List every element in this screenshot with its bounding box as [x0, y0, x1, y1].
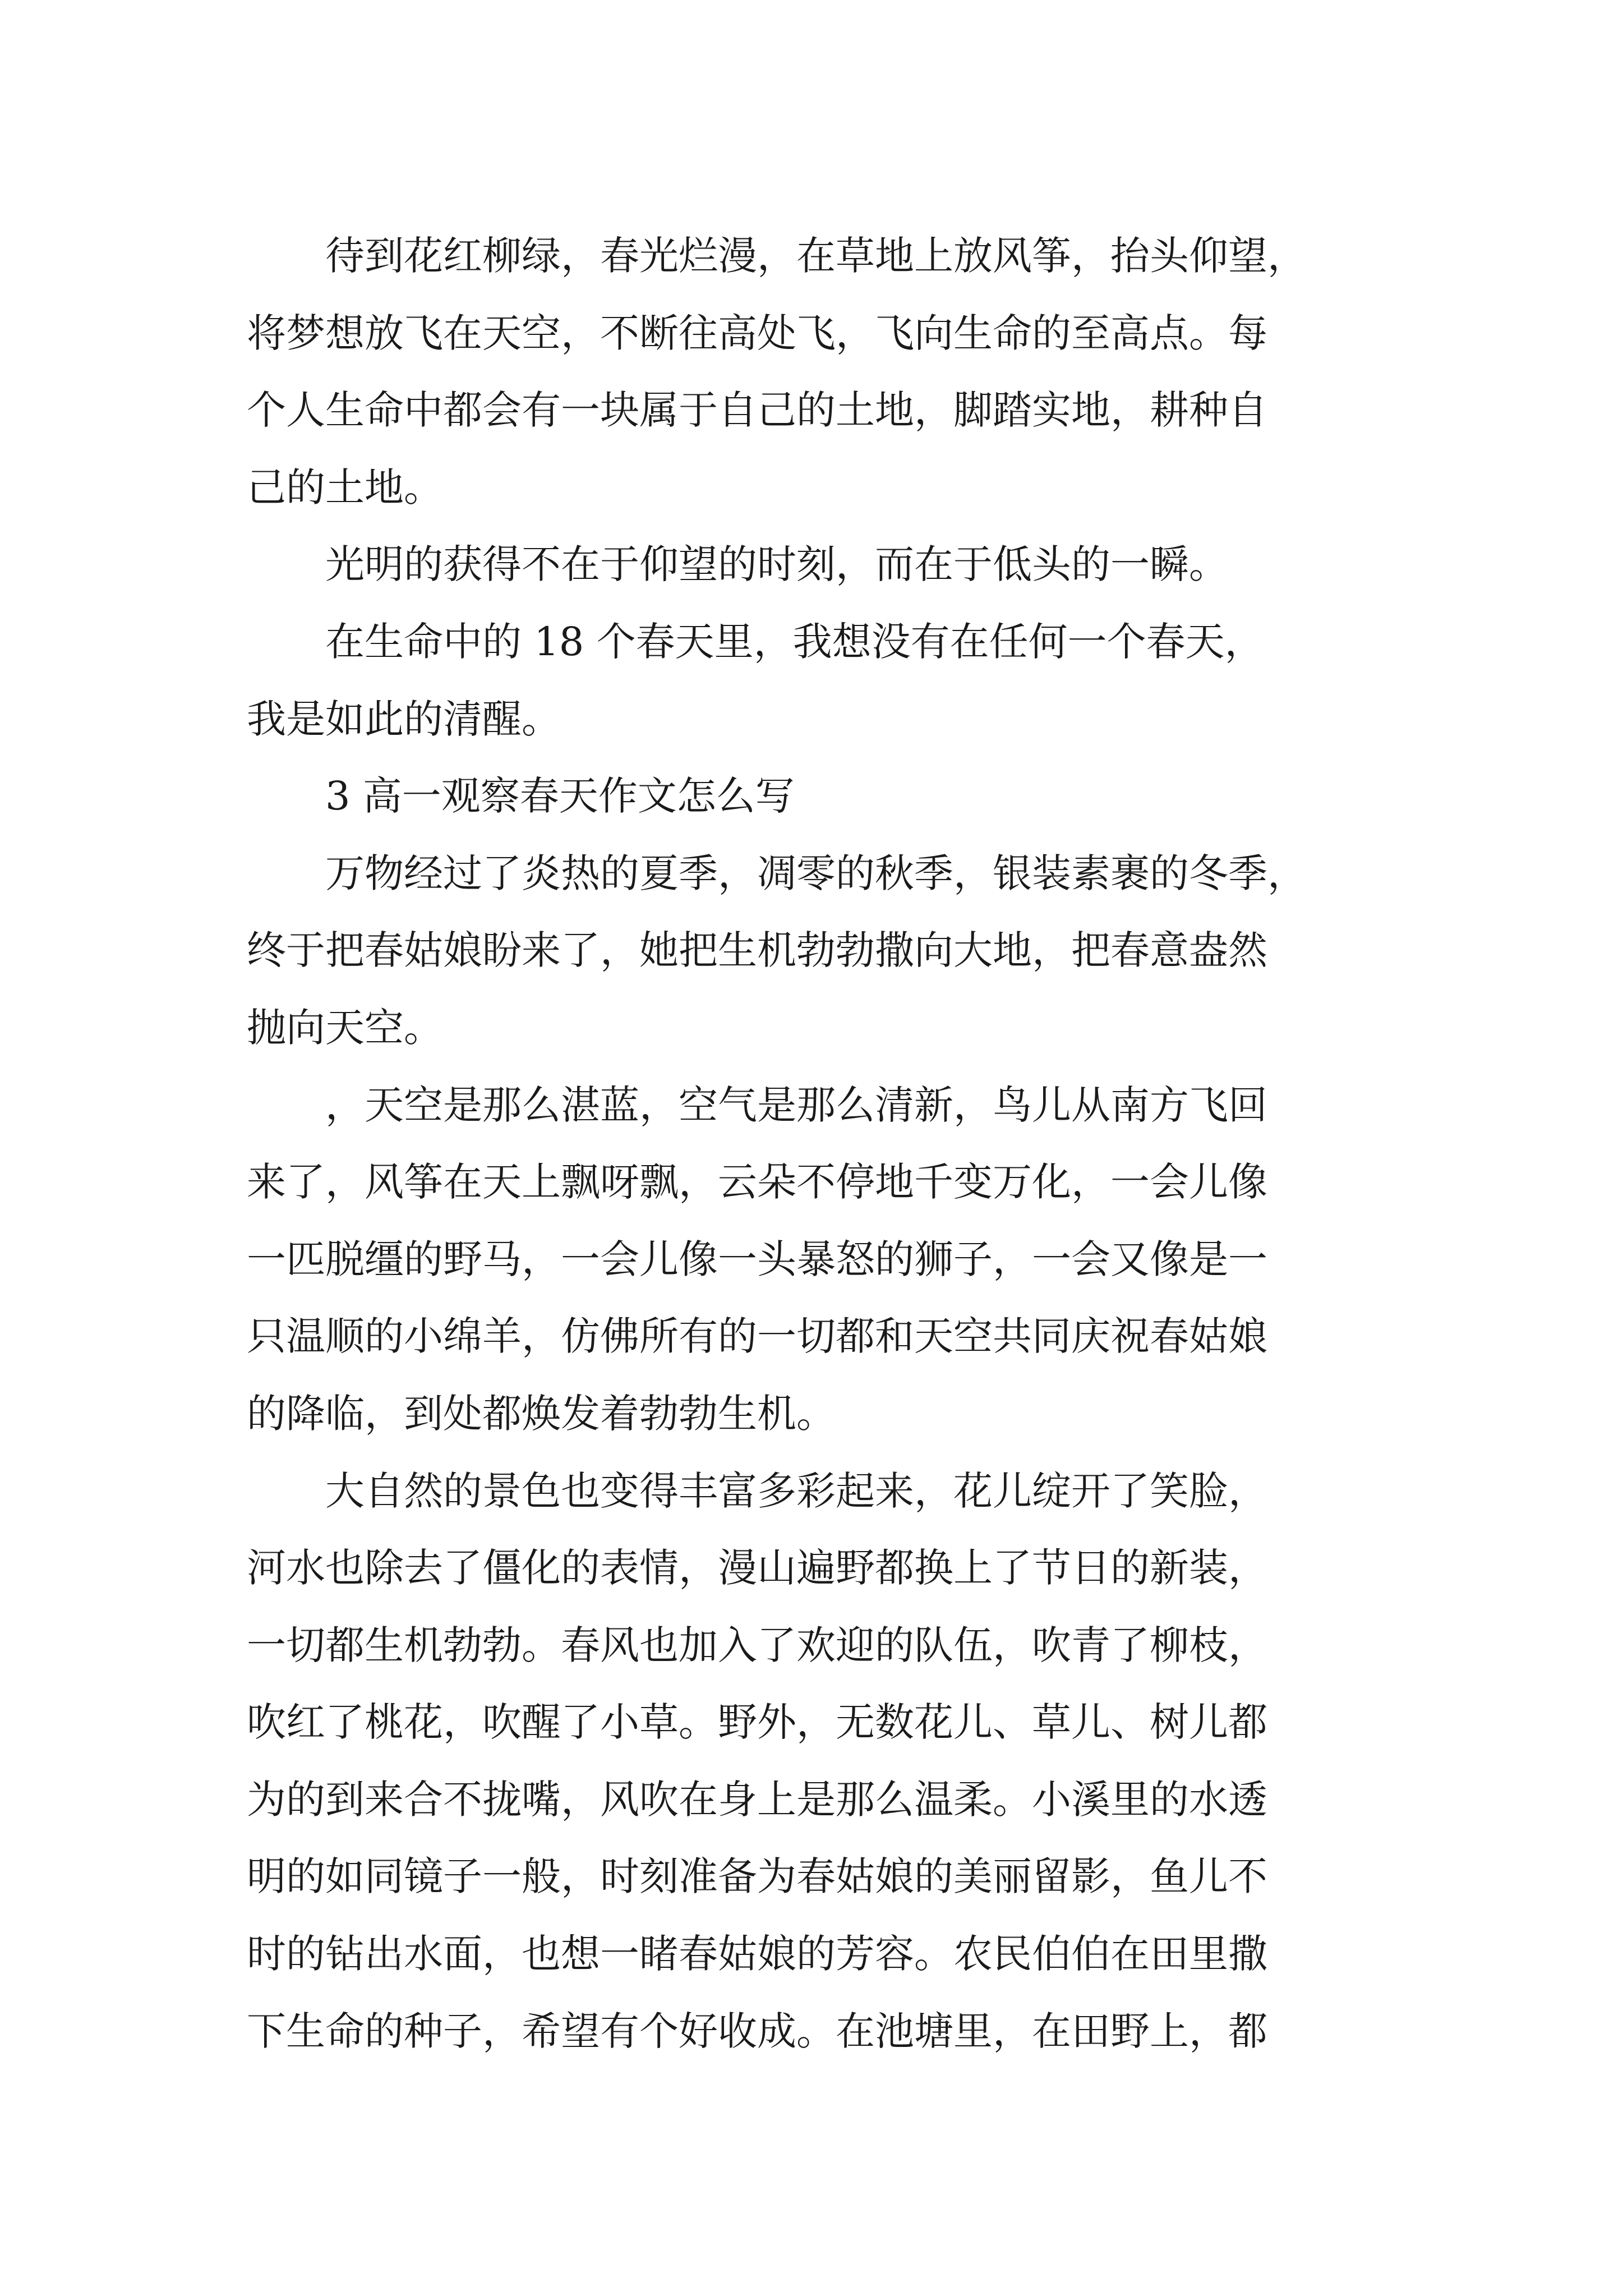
text-line: 河水也除去了僵化的表情，漫山遍野都换上了节日的新装，	[247, 1545, 1267, 1591]
text-line: 抛向天空。	[247, 1004, 443, 1051]
text-line: 一切都生机勃勃。春风也加入了欢迎的队伍，吹青了柳枝，	[247, 1622, 1267, 1668]
text-line: 待到花红柳绿，春光烂漫，在草地上放风筝，抬头仰望，	[247, 233, 1307, 279]
text-line: 己的土地。	[247, 464, 443, 510]
text-line: 只温顺的小绵羊，仿佛所有的一切都和天空共同庆祝春姑娘	[247, 1313, 1267, 1360]
text-line: 将梦想放飞在天空，不断往高处飞，飞向生命的至高点。每	[247, 310, 1267, 356]
text-line: 的降临，到处都焕发着勃勃生机。	[247, 1390, 836, 1437]
text-line: 万物经过了炎热的夏季，凋零的秋季，银装素裹的冬季，	[247, 850, 1307, 896]
text-line: 下生命的种子，希望有个好收成。在池塘里，在田野上，都	[247, 2008, 1267, 2054]
text-line: 来了，风筝在天上飘呀飘，云朵不停地千变万化，一会儿像	[247, 1159, 1267, 1205]
text-line: 在生命中的 18 个春天里，我想没有在任何一个春天，	[247, 618, 1264, 665]
text-line: ，天空是那么湛蓝，空气是那么清新，鸟儿从南方飞回	[247, 1082, 1267, 1128]
text-line: 吹红了桃花，吹醒了小草。野外，无数花儿、草儿、树儿都	[247, 1699, 1267, 1746]
document-body	[247, 218, 1385, 2070]
text-line: 明的如同镜子一般，时刻准备为春姑娘的美丽留影，鱼儿不	[247, 1853, 1267, 1900]
text-line: 光明的获得不在于仰望的时刻，而在于低头的一瞬。	[247, 541, 1228, 588]
text-line: 大自然的景色也变得丰富多彩起来，花儿绽开了笑脸，	[247, 1467, 1267, 1514]
text-line: 为的到来合不拢嘴，风吹在身上是那么温柔。小溪里的水透	[247, 1776, 1267, 1823]
text-line: 终于把春姑娘盼来了，她把生机勃勃撒向大地，把春意盎然	[247, 927, 1267, 974]
text-line: 个人生命中都会有一块属于自己的土地，脚踏实地，耕种自	[247, 387, 1267, 434]
text-line: 一匹脱缰的野马，一会儿像一头暴怒的狮子，一会又像是一	[247, 1236, 1267, 1282]
section-heading: 3 高一观察春天作文怎么写	[247, 773, 795, 820]
text-line: 时的钻出水面，也想一睹春姑娘的芳容。农民伯伯在田里撒	[247, 1931, 1267, 1977]
text-line: 我是如此的清醒。	[247, 696, 561, 742]
